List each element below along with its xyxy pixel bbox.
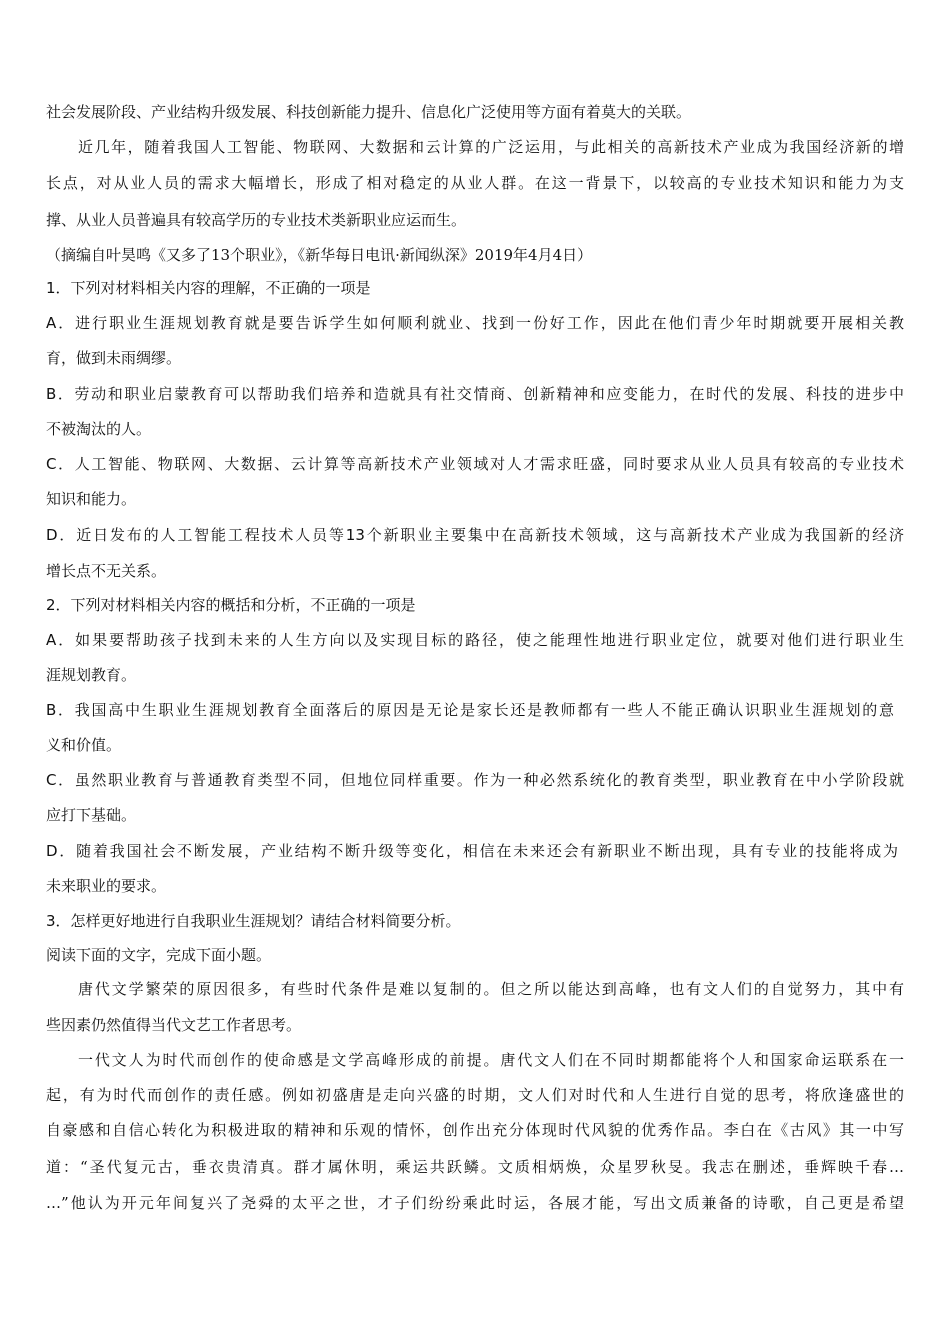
question-3-stem: 3．怎样更好地进行自我职业生涯规划？请结合材料简要分析。 <box>46 912 461 930</box>
q1-option-b-line-2: 不被淘汰的人。 <box>46 420 152 438</box>
q1-option-a-line-1: A．进行职业生涯规划教育就是要告诉学生如何顺利就业、找到一份好工作，因此在他们青少年时期就要开展相关教 <box>46 314 904 332</box>
q1-option-d-line-1: D．近日发布的人工智能工程技术人员等13个新职业主要集中在高新技术领域，这与高新技术产业成为我国新的经济 <box>46 526 904 544</box>
q2-option-a-line-1: A．如果要帮助孩子找到未来的人生方向以及实现目标的路径，使之能理性地进行职业定位，就要对他们进行职业生 <box>46 631 904 649</box>
q2-option-c-line-1: C．虽然职业教育与普通教育类型不同，但地位同样重要。作为一种必然系统化的教育类型，职业教育在中小学阶段就 <box>46 771 904 789</box>
text-line-1: 社会发展阶段、产业结构升级发展、科技创新能力提升、信息化广泛使用等方面有着莫大的关联。 <box>46 103 692 121</box>
q2-option-d-line-1: D．随着我国社会不断发展，产业结构不断升级等变化，相信在未来还会有新职业不断出现，具有专业的技能将成为 <box>46 842 898 860</box>
question-2-stem: 2．下列对材料相关内容的概括和分析，不正确的一项是 <box>46 596 416 614</box>
q2-option-b-line-1: B．我国高中生职业生涯规划教育全面落后的原因是无论是家长还是教师都有一些人不能正确认识职业生涯规划的意 <box>46 701 894 719</box>
q2-option-c-line-2: 应打下基础。 <box>46 806 137 824</box>
q1-option-c-line-1: C．人工智能、物联网、大数据、云计算等高新技术产业领域对人才需求旺盛，同时要求从业人员具有较高的专业技术 <box>46 455 904 473</box>
passage-line-6: 道：“圣代复元古，垂衣贵清真。群才属休明，乘运共跃鳞。文质相炳焕，众星罗秋旻。我志在删述，垂辉映千春… <box>46 1158 904 1176</box>
passage-line-3: 一代文人为时代而创作的使命感是文学高峰形成的前提。唐代文人们在不同时期都能将个人和国家命运联系在一 <box>78 1051 904 1069</box>
q2-option-d-line-2: 未来职业的要求。 <box>46 877 167 895</box>
passage-line-5: 自豪感和自信心转化为积极进取的精神和乐观的情怀，创作出充分体现时代风貌的优秀作品。李白在《古风》其一中写 <box>46 1121 904 1139</box>
q2-option-b-line-2: 义和价值。 <box>46 736 122 754</box>
passage-line-2: 些因素仍然值得当代文艺工作者思考。 <box>46 1016 302 1034</box>
text-line-4: 撑、从业人员普遍具有较高学历的专业技术类新职业应运而生。 <box>46 211 467 229</box>
q1-option-c-line-2: 知识和能力。 <box>46 490 137 508</box>
citation-line: （摘编自叶昊鸣《又多了13个职业》，《新华每日电讯·新闻纵深》2019年4月4日） <box>46 246 593 264</box>
passage-line-4: 起，有为时代而创作的责任感。例如初盛唐是走向兴盛的时期，文人们对时代和人生进行自觉的思考，将欣逢盛世的 <box>46 1086 904 1104</box>
text-line-3: 长点，对从业人员的需求大幅增长，形成了相对稳定的从业人群。在这一背景下，以较高的专业技术知识和能力为支 <box>46 174 904 192</box>
passage-line-7: …”他认为开元年间复兴了尧舜的太平之世，才子们纷纷乘此时运，各展才能，写出文质兼备的诗歌，自己更是希望 <box>46 1194 904 1212</box>
q1-option-a-line-2: 育，做到未雨绸缪。 <box>46 349 182 367</box>
text-line-2: 近几年，随着我国人工智能、物联网、大数据和云计算的广泛运用，与此相关的高新技术产业成为我国经济新的增 <box>78 138 904 156</box>
passage-line-1: 唐代文学繁荣的原因很多，有些时代条件是难以复制的。但之所以能达到高峰，也有文人们的自觉努力，其中有 <box>78 980 904 998</box>
q1-option-d-line-2: 增长点不无关系。 <box>46 562 167 580</box>
q2-option-a-line-2: 涯规划教育。 <box>46 666 137 684</box>
reading-instruction: 阅读下面的文字，完成下面小题。 <box>46 946 272 964</box>
question-1-stem: 1．下列对材料相关内容的理解，不正确的一项是 <box>46 279 371 297</box>
q1-option-b-line-1: B．劳动和职业启蒙教育可以帮助我们培养和造就具有社交情商、创新精神和应变能力，在时代的发展、科技的进步中 <box>46 385 904 403</box>
